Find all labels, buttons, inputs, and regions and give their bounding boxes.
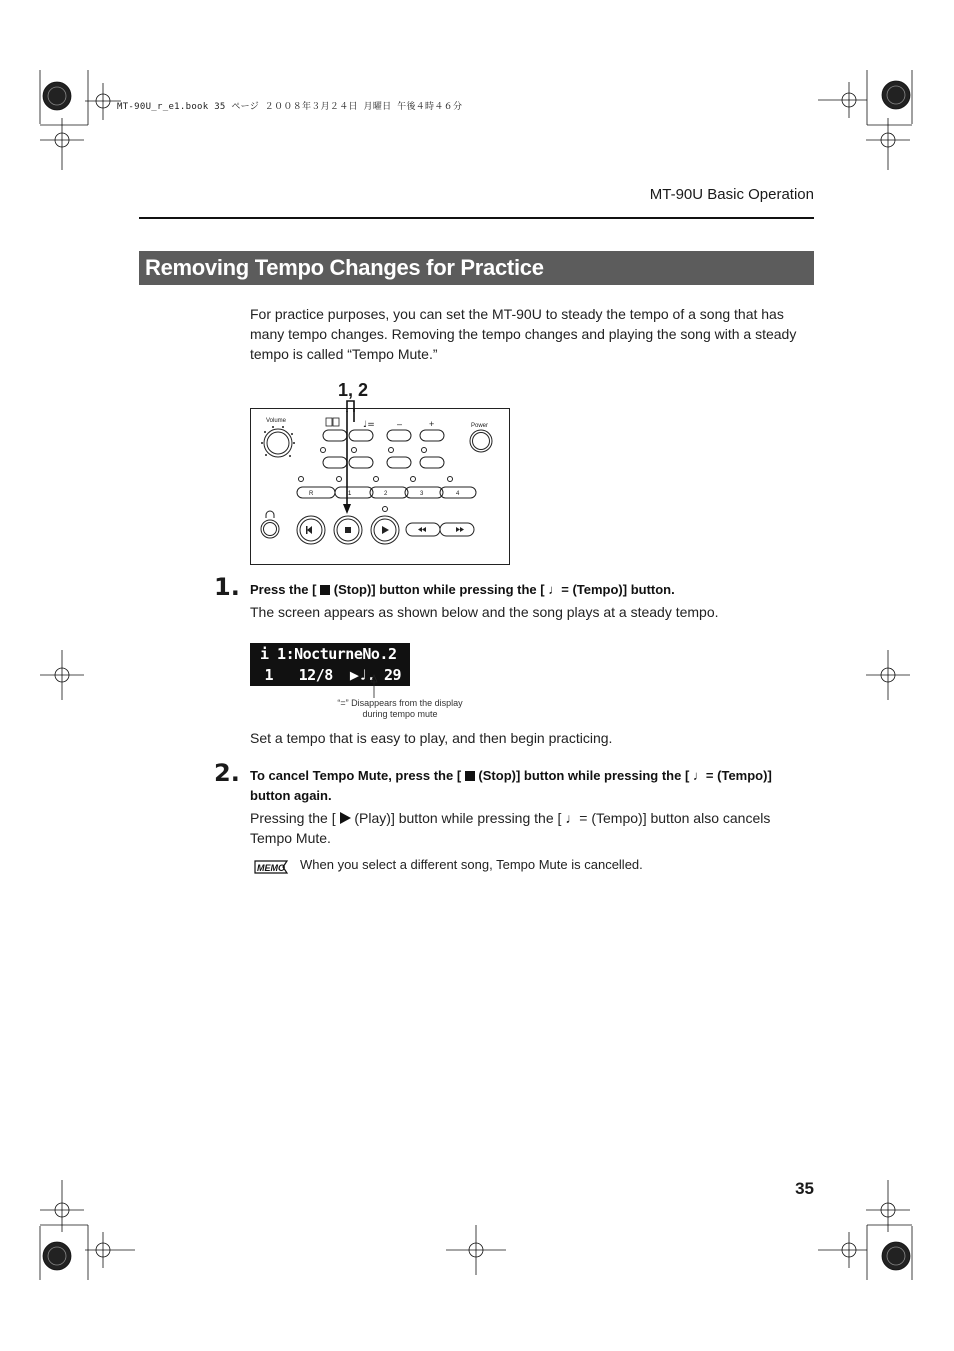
part-button-1-label: 1	[348, 491, 352, 497]
tempo-note-icon: ♩=	[548, 582, 569, 597]
practice-note: Set a tempo that is easy to play, and then begin practicing.	[250, 730, 613, 746]
plus-label: +	[429, 419, 435, 429]
step-1-instruction	[250, 580, 675, 600]
section-title: Removing Tempo Changes for Practice	[145, 255, 544, 280]
step-1-result: The screen appears as shown below and the song plays at a steady tempo.	[250, 604, 719, 620]
lcd-caption-line-2: during tempo mute	[362, 709, 438, 719]
step-2-note	[250, 808, 790, 848]
page-number: 35	[795, 1179, 814, 1198]
step-2-note-a: Pressing the [	[250, 810, 336, 826]
svg-text:♩=: ♩=	[363, 420, 375, 430]
part-button-r-label: R	[309, 491, 314, 497]
step-2-instr-c: (Tempo)] button again.	[250, 768, 772, 803]
step-1-number: 1.	[214, 573, 240, 601]
lcd-line-2: 1 12/8 ▶♩. 29	[256, 666, 402, 684]
tempo-note-icon: ♩=	[565, 810, 588, 826]
lcd-caption	[330, 698, 470, 720]
step-1-instr-a: Press the [	[250, 582, 317, 597]
memo-text: When you select a different song, Tempo Mute is cancelled.	[300, 857, 643, 872]
tempo-note-icon: ♩=	[692, 768, 714, 783]
print-info: MT-90U_r_e1.book 35 ページ ２００８年３月２４日 月曜日 午後４時４６分	[117, 102, 463, 112]
memo-icon	[253, 858, 289, 876]
step-2-note-b: (Play)] button while pressing the [	[354, 810, 562, 826]
step-2-instruction	[250, 766, 790, 806]
step-2-number: 2.	[214, 759, 240, 787]
memo-icon-label: MEMO	[257, 863, 285, 873]
callout-bracket	[340, 398, 370, 412]
stop-icon	[320, 585, 330, 595]
step-1-instr-b: (Stop)] button while pressing the [	[333, 582, 545, 597]
play-icon	[340, 812, 351, 824]
part-button-3-label: 3	[420, 491, 424, 497]
step-2-instr-a: To cancel Tempo Mute, press the [	[250, 768, 462, 783]
part-button-4-label: 4	[456, 491, 460, 497]
callout-label: 1, 2	[338, 380, 369, 400]
lcd-caption-arrow	[368, 674, 380, 698]
section-heading-bar	[139, 251, 814, 285]
running-header: MT-90U Basic Operation	[649, 186, 814, 203]
stop-icon	[465, 771, 475, 781]
intro-paragraph: For practice purposes, you can set the MT-90U to steady the tempo of a song that has many tempo changes. Removing the tempo changes and playing the song with a steady tempo is called “Tempo Mute.”	[250, 306, 797, 362]
panel-drawing	[250, 408, 510, 565]
step-1-instr-c: (Tempo)] button.	[572, 582, 675, 597]
part-button-2-label: 2	[384, 491, 388, 497]
volume-label: Volume	[266, 418, 287, 424]
minus-label: –	[397, 419, 403, 429]
lcd-line-1: i 1:NocturneNo.2	[260, 645, 397, 663]
step-2-note-c: (Tempo)] button also cancels Tempo Mute.	[250, 810, 771, 846]
power-label: Power	[471, 423, 489, 429]
step-2-instr-b: (Stop)] button while pressing the [	[478, 768, 690, 783]
header-rule	[139, 217, 814, 219]
front-panel-illustration	[250, 408, 510, 565]
lcd-caption-line-1: “=” Disappears from the display	[337, 698, 463, 708]
lcd-display	[250, 643, 410, 686]
